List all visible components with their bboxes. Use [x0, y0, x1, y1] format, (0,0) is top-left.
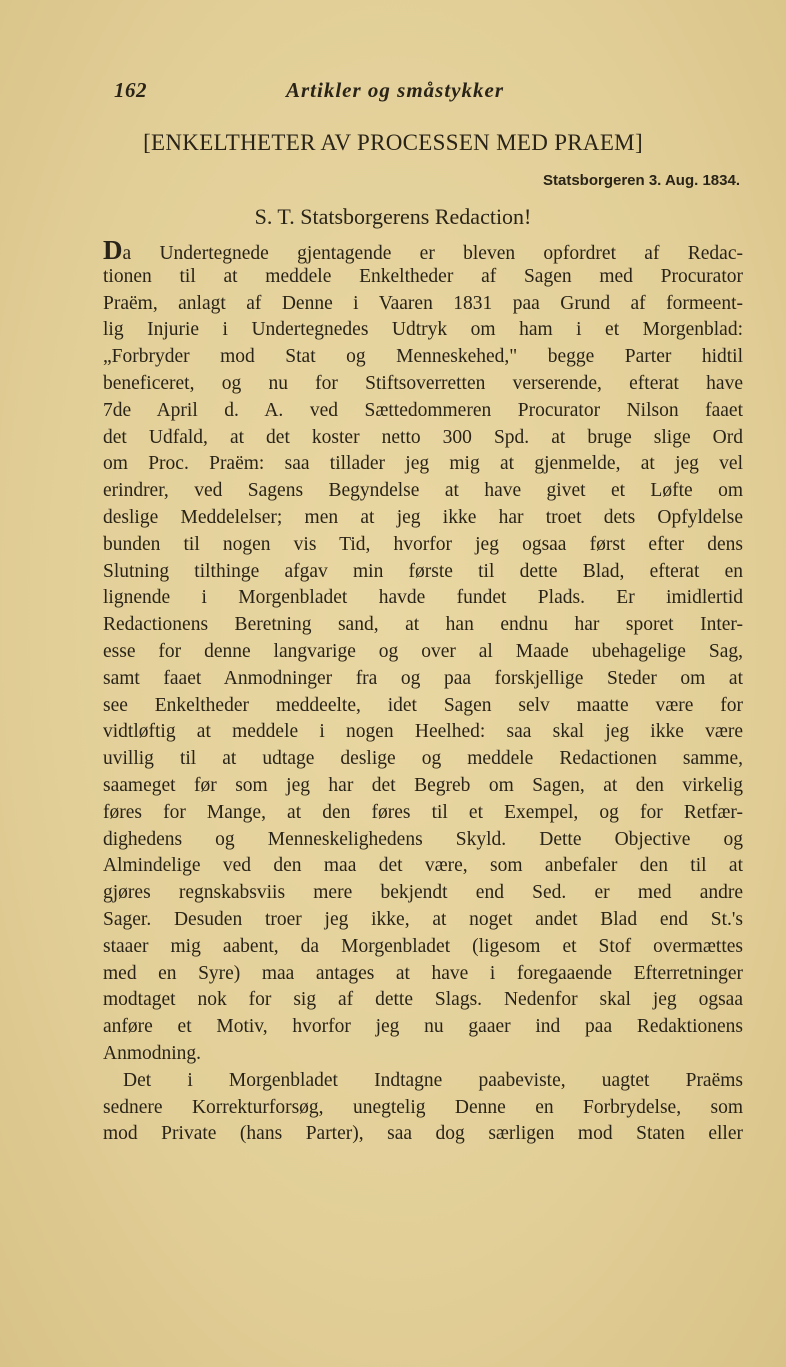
text-line: mod Private (hans Parter), saa dog særligen mod Staten eller	[103, 1123, 743, 1145]
text-line: dighedens og Menneskelighedens Skyld. Dette Objective og	[103, 828, 743, 850]
text-line: beneficeret, og nu for Stiftsoverretten verserende, efterat have	[103, 372, 743, 394]
page-number: 162	[114, 78, 147, 102]
text-line: Redactionens Beretning sand, at han endnu har sporet Inter-	[103, 614, 743, 636]
text-line: modtaget nok for sig af dette Slags. Nedenfor skal jeg ogsaa	[103, 989, 743, 1011]
text-line: anføre et Motiv, hvorfor jeg nu gaaer ind paa Redaktionens	[103, 1016, 743, 1038]
text-line: 7de April d. A. ved Sættedommeren Procurator Nilson faaet	[103, 399, 743, 421]
text-line: Da Undertegnede gjentagende er bleven opfordret af Redac-	[103, 237, 743, 264]
text-line: bunden til nogen vis Tid, hvorfor jeg ogsaa først efter dens	[103, 533, 743, 555]
text-line: Praëm, anlagt af Denne i Vaaren 1831 paa Grund af formeent-	[103, 292, 743, 314]
text-line: tionen til at meddele Enkeltheder af Sagen med Procurator	[103, 265, 743, 287]
text-line: lignende i Morgenbladet havde fundet Plads. Er imidlertid	[103, 587, 743, 609]
text-line: med en Syre) maa antages at have i foregaaende Efterretninger	[103, 962, 743, 984]
text-line: uvillig til at udtage deslige og meddele Redactionen samme,	[103, 748, 743, 770]
text-line: staaer mig aabent, da Morgenbladet (ligesom et Stof overmættes	[103, 935, 743, 957]
text-line: føres for Mange, at den føres til et Exempel, og for Retfær-	[103, 801, 743, 823]
text-line: gjøres regnskabsviis mere bekjendt end Sed. er med andre	[103, 882, 743, 904]
text-line: Det i Morgenbladet Indtagne paabeviste, uagtet Praëms	[123, 1069, 743, 1091]
text-line: det Udfald, at det koster netto 300 Spd. at bruge slige Ord	[103, 426, 743, 448]
text-line: Slutning tilthinge afgav min første til dette Blad, efterat en	[103, 560, 743, 582]
running-title: Artikler og småstykker	[286, 78, 505, 102]
text-line: see Enkeltheder meddeelte, idet Sagen selv maatte være for	[103, 694, 743, 716]
source-citation: Statsborgeren 3. Aug. 1834.	[542, 172, 740, 189]
drop-letter: D	[103, 237, 123, 264]
article-title: [ENKELTHETER AV PROCESSEN MED PRAEM]	[143, 130, 643, 155]
text-line: sednere Korrekturforsøg, unegtelig Denne en Forbrydelse, som	[103, 1096, 743, 1118]
text-line: Almindelige ved den maa det være, som anbefaler den til at	[103, 855, 743, 877]
text-line: deslige Meddelelser; men at jeg ikke har troet dets Opfyldelse	[103, 506, 743, 528]
body-text	[103, 237, 743, 1148]
text-line: om Proc. Praëm: saa tillader jeg mig at gjenmelde, at jeg vel	[103, 453, 743, 475]
text-line: saameget før som jeg har det Begreb om Sagen, at den virkelig	[103, 774, 743, 796]
text-line: „Forbryder mod Stat og Menneskehed," begge Parter hidtil	[103, 346, 743, 368]
text-line: Sager. Desuden troer jeg ikke, at noget andet Blad end St.'s	[103, 908, 743, 930]
text-line: esse for denne langvarige og over al Maade ubehagelige Sag,	[103, 640, 743, 662]
text-line: Anmodning.	[103, 1042, 202, 1064]
page-header	[114, 78, 674, 108]
text-line: lig Injurie i Undertegnedes Udtryk om ham i et Morgenblad:	[103, 319, 743, 341]
text-line: vidtløftig at meddele i nogen Heelhed: saa skal jeg ikke være	[103, 721, 743, 743]
salutation: S. T. Statsborgerens Redaction!	[254, 204, 532, 229]
text-line: samt faaet Anmodninger fra og paa forskjellige Steder om at	[103, 667, 743, 689]
text-line: erindrer, ved Sagens Begyndelse at have givet et Løfte om	[103, 480, 743, 502]
